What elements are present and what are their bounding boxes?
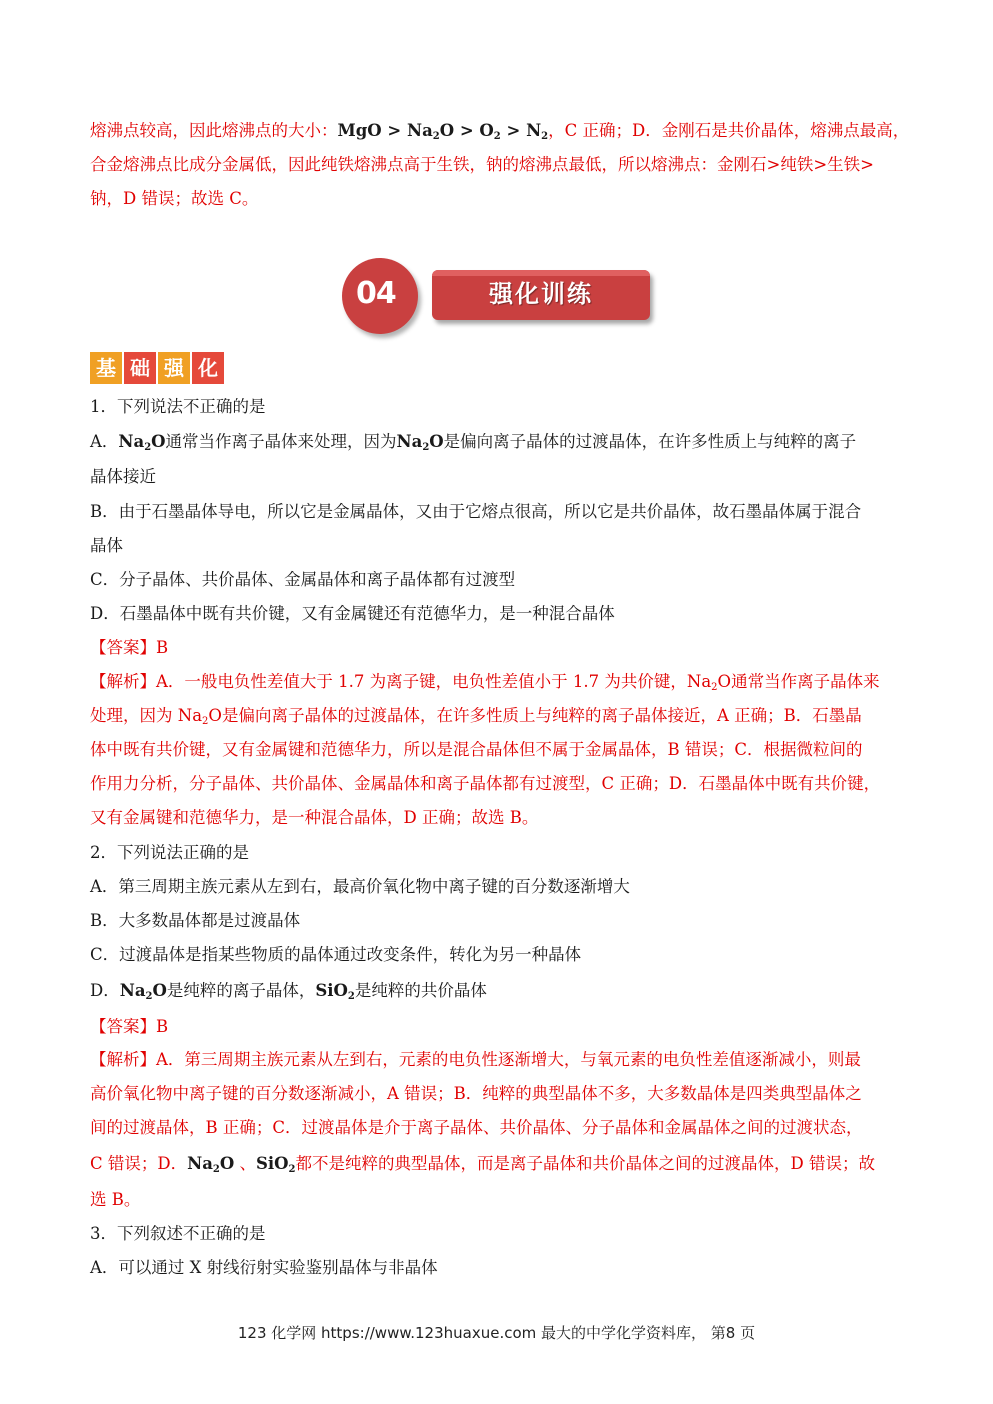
section-header	[338, 258, 658, 338]
q1-explanation-line-5: 又有金属键和范德华力，是一种混合晶体，D 正确；故选 B。	[90, 808, 539, 827]
q3-stem: 3．下列叙述不正确的是	[90, 1224, 266, 1243]
option-text: 是偏向离子晶体的过渡晶体，在许多性质上与纯粹的离子	[443, 432, 857, 451]
option-text: 是纯粹的共价晶体	[354, 981, 487, 1000]
q2-explanation-line-1: 【解析】A．第三周期主族元素从左到右，元素的电负性逐渐增大，与氧元素的电负性差值逐渐减小，则最	[90, 1050, 861, 1069]
q1-option-a	[90, 425, 912, 459]
label-tile: 强	[158, 352, 190, 384]
explanation-text: 处理，因为	[90, 706, 178, 725]
label-tile: 础	[124, 352, 156, 384]
option-text: A．	[90, 432, 119, 451]
q1-option-d: D．石墨晶体中既有共价键，又有金属键还有范德华力，是一种混合晶体	[90, 604, 615, 623]
q2-explanation-line-5: 选 B。	[90, 1190, 141, 1209]
intro-line-1	[90, 114, 912, 148]
q2-stem: 2．下列说法正确的是	[90, 843, 249, 862]
intro-text: ，C 正确；D．金刚石是共价晶体，熔沸点最高，	[548, 121, 910, 140]
formula-na2o: $Na_2O$	[177, 706, 222, 727]
label-tile: 化	[192, 352, 224, 384]
explanation-text: 、	[234, 1154, 256, 1173]
q2-explanation-line-3: 间的过渡晶体，B 正确；C．过渡晶体是介于离子晶体、共价晶体、分子晶体和金属晶体之间的过渡状态，	[90, 1118, 863, 1137]
formula-na2o: $Na_2O$	[686, 672, 732, 693]
intro-line-3: 钠，D 错误；故选 C。	[90, 189, 259, 208]
intro-text: 熔沸点较高，因此熔沸点的大小：	[90, 121, 338, 140]
q2-option-b: B．大多数晶体都是过渡晶体	[90, 911, 301, 930]
q1-explanation-line-2	[90, 699, 912, 733]
basic-reinforcement-label	[90, 352, 226, 384]
formula-sio2: SiO$_2$	[255, 1154, 296, 1175]
q1-answer: 【答案】B	[90, 638, 169, 657]
label-tile: 基	[90, 352, 122, 384]
option-text: 通常当作离子晶体来处理，因为	[165, 432, 397, 451]
q1-option-b-line2: 晶体	[90, 536, 123, 555]
option-text: D．	[90, 981, 120, 1000]
section-title: 强化训练	[489, 280, 593, 308]
formula-sio2: SiO$_2$	[315, 981, 355, 1002]
section-number: 04	[356, 276, 396, 311]
intro-line-2: 合金熔沸点比成分金属低，因此纯铁熔沸点高于生铁，钠的熔沸点最低，所以熔沸点：金刚石>纯铁>生铁>	[90, 155, 874, 174]
formula-na2o: $Na_2O$	[187, 1154, 235, 1175]
q2-option-a: A．第三周期主族元素从左到右，最高价氧化物中离子键的百分数逐渐增大	[90, 877, 630, 896]
option-text: 是纯粹的离子晶体，	[166, 981, 316, 1000]
q1-explanation-line-3: 体中既有共价键，又有金属键和范德华力，所以是混合晶体但不属于金属晶体，B 错误；C．根据微粒间的	[90, 740, 863, 759]
formula-na2o: $Na_2O$	[118, 432, 166, 453]
formula-na2o: $Na_2O$	[119, 981, 167, 1002]
explanation-text: 都不是纯粹的典型晶体，而是离子晶体和共价晶体之间的过渡晶体，D 错误；故	[295, 1154, 875, 1173]
q2-explanation-line-4	[90, 1147, 912, 1181]
q1-explanation-line-4: 作用力分析，分子晶体、共价晶体、金属晶体和离子晶体都有过渡型，C 正确；D．石墨晶体中既有共价键，	[90, 774, 881, 793]
q1-option-a-line2: 晶体接近	[90, 467, 156, 486]
explanation-text: 【解析】A．一般电负性差值大于 1.7 为离子键，电负性差值小于 1.7 为共价键，	[90, 672, 687, 691]
q2-option-c: C．过渡晶体是指某些物质的晶体通过改变条件，转化为另一种晶体	[90, 945, 582, 964]
formula-melting-order: MgO > $Na_2O > O_2 > N_2$	[337, 121, 549, 142]
q1-option-b: B．由于石墨晶体导电，所以它是金属晶体，又由于它熔点很高，所以它是共价晶体，故石墨晶体属于混合	[90, 502, 862, 521]
q1-explanation-line-1	[90, 665, 912, 699]
q2-option-d	[90, 974, 912, 1008]
q2-explanation-line-2: 高价氧化物中离子键的百分数逐渐减小，A 错误；B．纯粹的典型晶体不多，大多数晶体是四类典型晶体之	[90, 1084, 862, 1103]
page-footer: 123 化学网 https://www.123huaxue.com 最大的中学化学资料库， 第8 页	[237, 1324, 756, 1342]
explanation-text: 通常当作离子晶体来	[731, 672, 880, 691]
q1-option-c: C．分子晶体、共价晶体、金属晶体和离子晶体都有过渡型	[90, 570, 516, 589]
q1-stem: 1．下列说法不正确的是	[90, 397, 266, 416]
explanation-text: C 错误；D．	[90, 1154, 188, 1173]
formula-na2o: $Na_2O$	[396, 432, 444, 453]
explanation-text: 是偏向离子晶体的过渡晶体，在许多性质上与纯粹的离子晶体接近，A 正确；B．石墨晶	[221, 706, 862, 725]
q2-answer: 【答案】B	[90, 1017, 169, 1036]
section-title-bar	[432, 270, 650, 320]
q3-option-a: A．可以通过 X 射线衍射实验鉴别晶体与非晶体	[90, 1258, 438, 1277]
